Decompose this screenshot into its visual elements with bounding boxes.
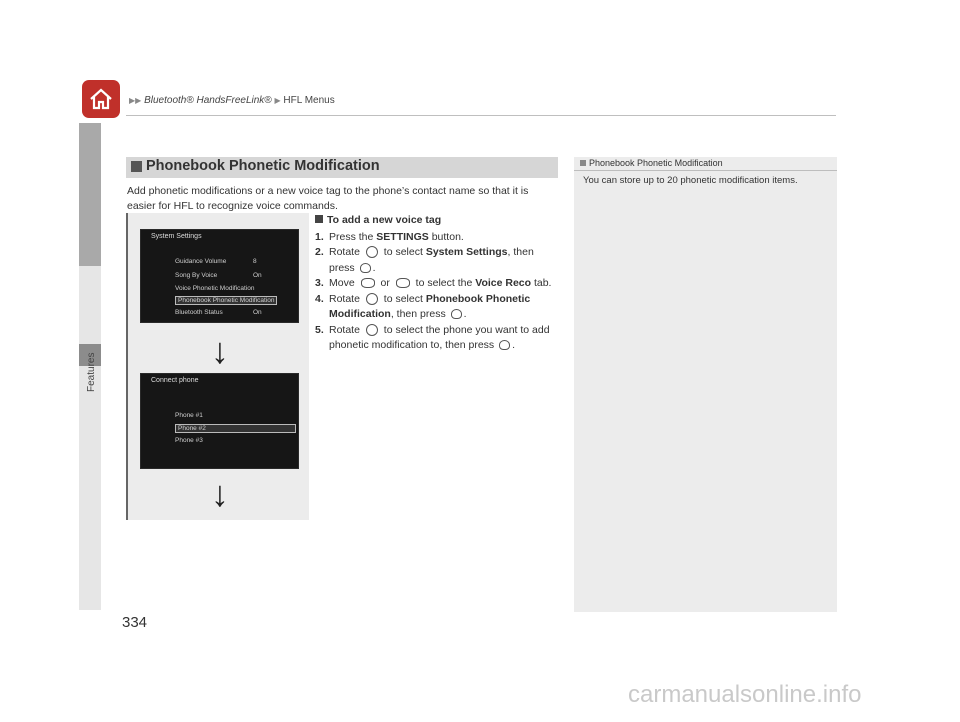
press-knob-icon: [499, 340, 510, 350]
watermark: carmanualsonline.info: [628, 681, 862, 708]
header-divider: [126, 115, 836, 116]
screen-row: Guidance Volume: [175, 258, 227, 265]
rotate-knob-icon: [366, 293, 378, 305]
screen-row-value: On: [253, 309, 262, 316]
screen-row: Phone #1: [175, 412, 203, 419]
press-knob-icon: [451, 309, 462, 319]
section-header: [126, 157, 558, 178]
connect-phone-screen: [140, 373, 299, 469]
breadcrumb-item[interactable]: Bluetooth® HandsFreeLink®: [144, 95, 272, 106]
screen-row: Song By Voice: [175, 272, 218, 279]
rotate-knob-icon: [366, 246, 378, 258]
screen-row-selected: Phonebook Phonetic Modification: [175, 296, 277, 305]
section-title: Phonebook Phonetic Modification: [146, 158, 380, 174]
step-item: 2. Rotate to select System Settings, then press .: [315, 246, 534, 274]
sidebar-block: [79, 123, 101, 266]
square-bullet-icon: [315, 215, 323, 223]
down-arrow-icon: ↓: [211, 330, 229, 371]
screen-row: Voice Phonetic Modification: [175, 285, 255, 292]
sidebar-label: Features: [86, 352, 97, 392]
step-item: 4. Rotate to select Phonebook Phonetic Modification, then press .: [315, 292, 531, 320]
system-settings-screen: [140, 229, 299, 323]
move-left-icon: [361, 278, 375, 288]
step-item: 5. Rotate to select the phone you want to add phonetic modification to, then press .: [315, 323, 550, 351]
note-bullet-icon: [580, 160, 586, 166]
screen-title: System Settings: [151, 233, 202, 240]
home-button[interactable]: [82, 80, 120, 118]
breadcrumb-item[interactable]: HFL Menus: [283, 95, 335, 106]
home-icon: [88, 86, 114, 112]
move-right-icon: [396, 278, 410, 288]
screen-row-selected: Phone #2: [175, 424, 296, 433]
sidebar-block: [79, 266, 101, 610]
screen-row-value: 8: [253, 258, 257, 265]
note-body: You can store up to 20 phonetic modification items.: [583, 175, 798, 186]
intro-paragraph: Add phonetic modifications or a new voice tag to the phone’s contact name so that it is easier for HFL to recognize voice commands.: [127, 185, 529, 212]
note-title: Phonebook Phonetic Modification: [580, 158, 723, 168]
breadcrumb: ▶▶ Bluetooth® HandsFreeLink® ▶ HFL Menus: [129, 95, 335, 106]
step-item: 1. Press the SETTINGS button.: [315, 230, 464, 243]
subheading: To add a new voice tag: [315, 213, 560, 229]
screen-row: Bluetooth Status: [175, 309, 223, 316]
screen-row: Phone #3: [175, 437, 203, 444]
press-knob-icon: [360, 263, 371, 273]
screen-title: Connect phone: [151, 377, 199, 384]
down-arrow-icon: ↓: [211, 473, 229, 514]
rotate-knob-icon: [366, 324, 378, 336]
note-divider: [574, 170, 837, 171]
screen-row-value: On: [253, 272, 262, 279]
screenshot-panel: [126, 213, 309, 520]
step-item: 3. Move or to select the Voice Reco tab.: [315, 277, 552, 289]
page-number: 334: [122, 614, 148, 631]
section-square-icon: [131, 161, 142, 172]
steps-list: [315, 213, 560, 354]
note-box: [574, 157, 837, 612]
